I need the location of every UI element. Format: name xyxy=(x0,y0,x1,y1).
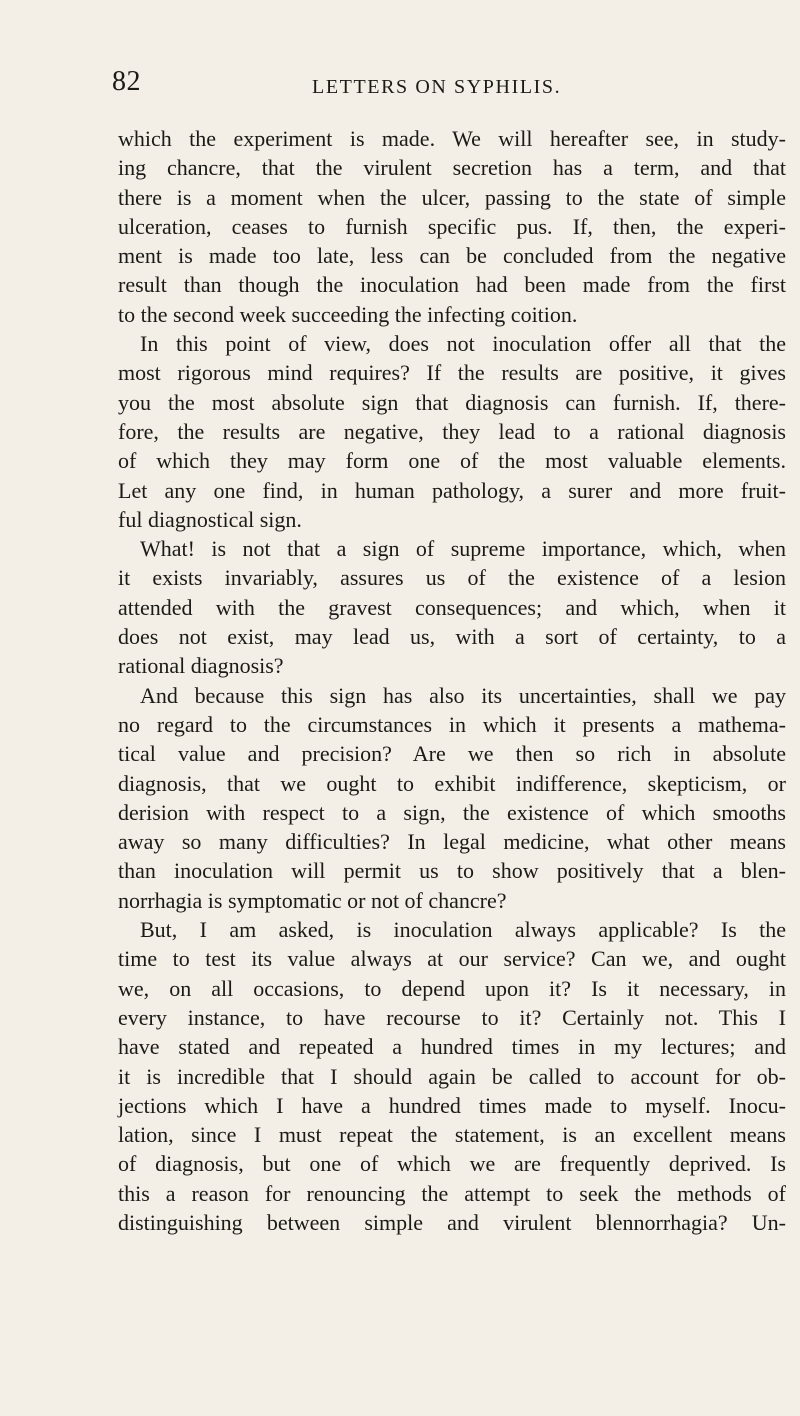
text-line: Let any one find, in human pathology, a surer and more fruit- xyxy=(118,477,786,503)
text-line: ment is made too late, less can be concluded from the negative xyxy=(118,243,786,269)
text-line: you the most absolute sign that diagnosis can furnish. If, there- xyxy=(118,389,786,415)
text-line: ful diagnostical sign. xyxy=(118,506,302,532)
text-line: diagnosis, that we ought to exhibit indifference, skepticism, or xyxy=(118,770,786,796)
text-line: of diagnosis, but one of which we are frequently deprived. Is xyxy=(118,1151,786,1177)
text-line: to the second week succeeding the infecting coition. xyxy=(118,301,578,327)
text-line: lation, since I must repeat the statement, is an excellent means xyxy=(118,1122,786,1148)
text-line: tical value and precision? Are we then so rich in absolute xyxy=(118,741,786,767)
text-line: does not exist, may lead us, with a sort of certainty, to a xyxy=(118,624,786,650)
text-line: away so many difficulties? In legal medicine, what other means xyxy=(118,829,786,855)
running-head: LETTERS ON SYPHILIS. xyxy=(312,76,562,98)
text-line: ulceration, ceases to furnish specific pus. If, then, the experi- xyxy=(118,213,786,239)
text-line: And because this sign has also its uncertainties, shall we pay xyxy=(140,682,786,708)
text-line: jections which I have a hundred times made to myself. Inocu- xyxy=(118,1092,786,1118)
text-line: In this point of view, does not inoculation offer all that the xyxy=(140,331,786,357)
text-line: which the experiment is made. We will hereafter see, in study- xyxy=(118,126,786,151)
page-number: 82 xyxy=(112,66,141,97)
text-line: norrhagia is symptomatic or not of chancre? xyxy=(118,887,507,913)
text-line: have stated and repeated a hundred times in my lectures; and xyxy=(118,1034,786,1060)
text-line: derision with respect to a sign, the existence of which smooths xyxy=(118,799,786,825)
text-line: most rigorous mind requires? If the results are positive, it gives xyxy=(118,360,786,386)
text-line: ing chancre, that the virulent secretion has a term, and that xyxy=(118,155,786,181)
text-line: fore, the results are negative, they lead to a rational diagnosis xyxy=(118,418,786,444)
text-line: distinguishing between simple and virulent blennorrhagia? Un- xyxy=(118,1209,786,1235)
text-line: time to test its value always at our service? Can we, and ought xyxy=(118,946,786,972)
text-line: rational diagnosis? xyxy=(118,653,284,679)
text-line: than inoculation will permit us to show positively that a blen- xyxy=(118,858,786,884)
text-line: What! is not that a sign of supreme importance, which, when xyxy=(140,536,786,562)
text-line: it is incredible that I should again be called to account for ob- xyxy=(118,1063,786,1089)
text-line: we, on all occasions, to depend upon it? Is it necessary, in xyxy=(118,975,786,1001)
text-line: But, I am asked, is inoculation always applicable? Is the xyxy=(140,917,786,943)
text-line: no regard to the circumstances in which it presents a mathema- xyxy=(118,711,786,737)
text-line: attended with the gravest consequences; and which, when it xyxy=(118,594,786,620)
text-line: there is a moment when the ulcer, passing to the state of simple xyxy=(118,184,786,210)
text-line: this a reason for renouncing the attempt to seek the methods of xyxy=(118,1180,786,1206)
text-line: it exists invariably, assures us of the existence of a lesion xyxy=(118,565,786,591)
page-header xyxy=(112,66,732,102)
text-line: every instance, to have recourse to it? Certainly not. This I xyxy=(118,1004,786,1030)
text-line: of which they may form one of the most valuable elements. xyxy=(118,448,786,474)
text-line: result than though the inoculation had been made from the first xyxy=(118,272,786,298)
body-text xyxy=(118,124,786,1237)
